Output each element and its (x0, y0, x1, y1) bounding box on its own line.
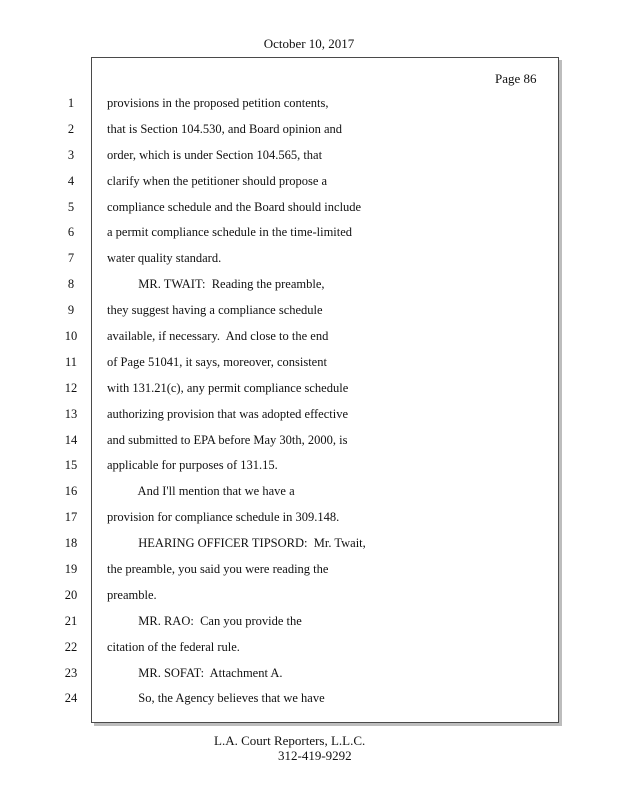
line-number: 23 (64, 665, 78, 680)
footer-company: L.A. Court Reporters, L.L.C. (214, 733, 366, 748)
line-number: 5 (67, 199, 75, 214)
transcript-line: MR. TWAIT: Reading the preamble, (107, 277, 325, 292)
page-number: Page 86 (495, 71, 537, 86)
line-number: 6 (67, 225, 75, 240)
transcript-text-column (107, 91, 547, 712)
line-number: 17 (64, 510, 78, 525)
line-number: 12 (64, 380, 78, 395)
transcript-line: clarify when the petitioner should propose a (107, 173, 328, 188)
line-number: 22 (64, 639, 78, 654)
transcript-line: a permit compliance schedule in the time-limited (107, 225, 353, 240)
footer-phone: 312-419-9292 (278, 748, 352, 763)
line-number: 2 (67, 121, 75, 136)
transcript-line: MR. RAO: Can you provide the (107, 613, 302, 628)
line-number: 9 (67, 303, 75, 318)
transcript-line: So, the Agency believes that we have (107, 691, 325, 706)
transcript-line: provision for compliance schedule in 309.148. (107, 510, 340, 525)
transcript-line: they suggest having a compliance schedule (107, 303, 323, 318)
line-number: 24 (64, 691, 78, 706)
line-number: 18 (64, 536, 78, 551)
line-number: 19 (64, 562, 78, 577)
line-number-column (58, 91, 84, 712)
transcript-line: preamble. (107, 587, 157, 602)
transcript-line: provisions in the proposed petition contents, (107, 96, 329, 110)
transcript-line: applicable for purposes of 131.15. (107, 458, 278, 473)
transcript-line: HEARING OFFICER TIPSORD: Mr. Twait, (107, 536, 366, 551)
line-number: 11 (64, 354, 78, 369)
transcript-line: And I'll mention that we have a (107, 484, 295, 499)
line-number: 21 (64, 613, 78, 628)
transcript-line: available, if necessary. And close to the end (107, 329, 329, 344)
transcript-line: with 131.21(c), any permit compliance schedule (107, 380, 349, 395)
transcript-line: of Page 51041, it says, moreover, consistent (107, 354, 327, 369)
transcript-line: citation of the federal rule. (107, 639, 240, 654)
transcript-line: and submitted to EPA before May 30th, 2000, is (107, 432, 348, 447)
line-number: 16 (64, 484, 78, 499)
line-number: 1 (67, 96, 75, 110)
transcript-line: authorizing provision that was adopted effective (107, 406, 349, 421)
line-number: 15 (64, 458, 78, 473)
header-date: October 10, 2017 (263, 36, 355, 51)
transcript-line: compliance schedule and the Board should include (107, 199, 362, 214)
transcript-line: that is Section 104.530, and Board opinion and (107, 121, 343, 136)
transcript-line: MR. SOFAT: Attachment A. (107, 665, 283, 680)
transcript-line: the preamble, you said you were reading the (107, 562, 329, 577)
line-number: 14 (64, 432, 78, 447)
line-number: 3 (67, 147, 75, 162)
transcript-line: water quality standard. (107, 251, 222, 266)
line-number: 10 (64, 329, 78, 344)
line-number: 4 (67, 173, 75, 188)
line-number: 7 (67, 251, 75, 266)
line-number: 13 (64, 406, 78, 421)
line-number: 20 (64, 587, 78, 602)
line-number: 8 (67, 277, 75, 292)
transcript-line: order, which is under Section 104.565, that (107, 147, 323, 162)
